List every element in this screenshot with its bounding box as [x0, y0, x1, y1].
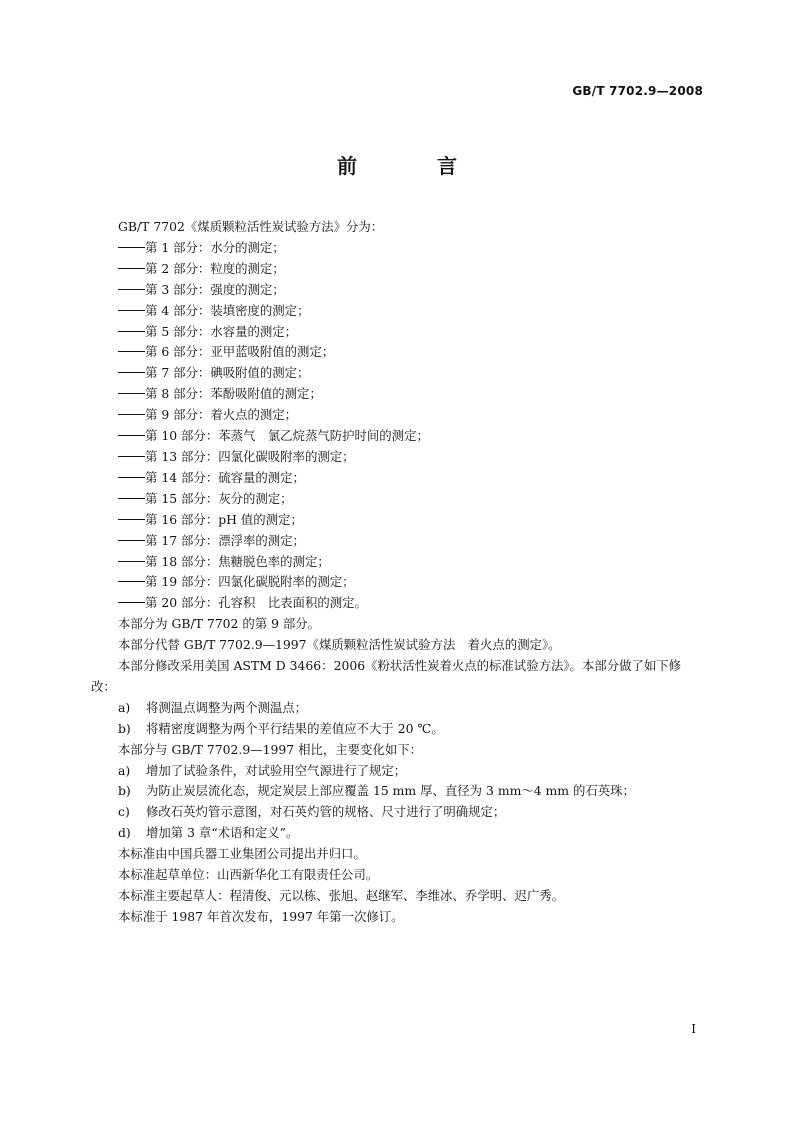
replaces-statement: 本部分代替 GB/T 7702.9—1997《煤质颗粒活性炭试验方法 着火点的测定》。	[118, 637, 561, 653]
standard-code: GB/T 7702.9—2008	[572, 84, 703, 98]
em-dash	[118, 519, 145, 520]
em-dash	[118, 456, 145, 457]
list-item: 第 5 部分：水容量的测定；	[91, 322, 703, 343]
drafters-statement: 本标准主要起草人：程清俊、元以栋、张旭、赵继军、李维冰、乔学明、迟广秀。	[118, 888, 565, 903]
list-item: 第 2 部分：粒度的测定；	[91, 259, 703, 280]
parts-list	[91, 238, 703, 614]
em-dash	[118, 581, 145, 582]
page-title: 前 言	[337, 154, 487, 178]
list-item: 第 13 部分：四氯化碳吸附率的测定；	[91, 447, 703, 468]
em-dash	[118, 393, 145, 394]
page-number: I	[691, 1022, 696, 1036]
list-item: b) 为防止炭层流化态，规定炭层上部应覆盖 15 mm 厚、直径为 3 mm～4 mm 的石英珠；	[118, 783, 635, 799]
foreword-body	[91, 217, 703, 928]
list-item: a) 将测温点调整为两个测温点；	[118, 699, 308, 715]
list-item: 第 17 部分：漂浮率的测定；	[91, 531, 703, 552]
em-dash	[118, 351, 145, 352]
list-item: 第 19 部分：四氯化碳脱附率的测定；	[91, 572, 703, 593]
proposer-statement: 本标准由中国兵器工业集团公司提出并归口。	[118, 846, 366, 862]
changes-intro: 本部分与 GB/T 7702.9—1997 相比，主要变化如下：	[118, 741, 423, 757]
list-item: 第 4 部分：装填密度的测定；	[91, 301, 703, 322]
list-item: a) 增加了试验条件，对试验用空气源进行了规定；	[118, 762, 407, 778]
adoption-statement: 本部分修改采用美国 ASTM D 3466：2006《粉状活性炭着火点的标准试验方法》。本部分做了如下修改：	[91, 658, 682, 694]
list-item: b) 将精密度调整为两个平行结果的差值应不大于 20 ℃。	[118, 720, 444, 736]
em-dash	[118, 435, 145, 436]
list-item: 第 15 部分：灰分的测定；	[91, 489, 703, 510]
em-dash	[118, 477, 145, 478]
list-item: 第 1 部分：水分的测定；	[91, 238, 703, 259]
em-dash	[118, 310, 145, 311]
list-item: d) 增加第 3 章“术语和定义”。	[118, 825, 299, 841]
intro-line: GB/T 7702《煤质颗粒活性炭试验方法》分为：	[118, 219, 384, 234]
em-dash	[118, 331, 145, 332]
em-dash	[118, 372, 145, 373]
em-dash	[118, 289, 145, 290]
list-item: 第 18 部分：焦糖脱色率的测定；	[91, 552, 703, 573]
em-dash	[118, 498, 145, 499]
list-item: 第 10 部分：苯蒸气 氯乙烷蒸气防护时间的测定；	[91, 426, 703, 447]
list-item: 第 14 部分：硫容量的测定；	[91, 468, 703, 489]
list-item: 第 6 部分：亚甲蓝吸附值的测定；	[91, 342, 703, 363]
list-item: 第 7 部分：碘吸附值的测定；	[91, 363, 703, 384]
modifications-list	[91, 698, 703, 740]
list-item: 第 3 部分：强度的测定；	[91, 280, 703, 301]
changes-list	[91, 761, 703, 845]
list-item: 第 20 部分：孔容积 比表面积的测定。	[91, 593, 703, 614]
list-item: c) 修改石英灼管示意图，对石英灼管的规格、尺寸进行了明确规定；	[118, 804, 506, 820]
em-dash	[118, 268, 145, 269]
em-dash	[118, 414, 145, 415]
em-dash	[118, 540, 145, 541]
list-item: 第 9 部分：着火点的测定；	[91, 405, 703, 426]
list-item: 第 16 部分：pH 值的测定；	[91, 510, 703, 531]
list-item: 第 8 部分：苯酚吸附值的测定；	[91, 384, 703, 405]
history-statement: 本标准于 1987 年首次发布，1997 年第一次修订。	[118, 908, 404, 924]
part-statement: 本部分为 GB/T 7702 的第 9 部分。	[118, 616, 321, 632]
em-dash	[118, 247, 145, 248]
em-dash	[118, 561, 145, 562]
em-dash	[118, 602, 145, 603]
drafting-unit-statement: 本标准起草单位：山西新华化工有限责任公司。	[118, 867, 379, 883]
